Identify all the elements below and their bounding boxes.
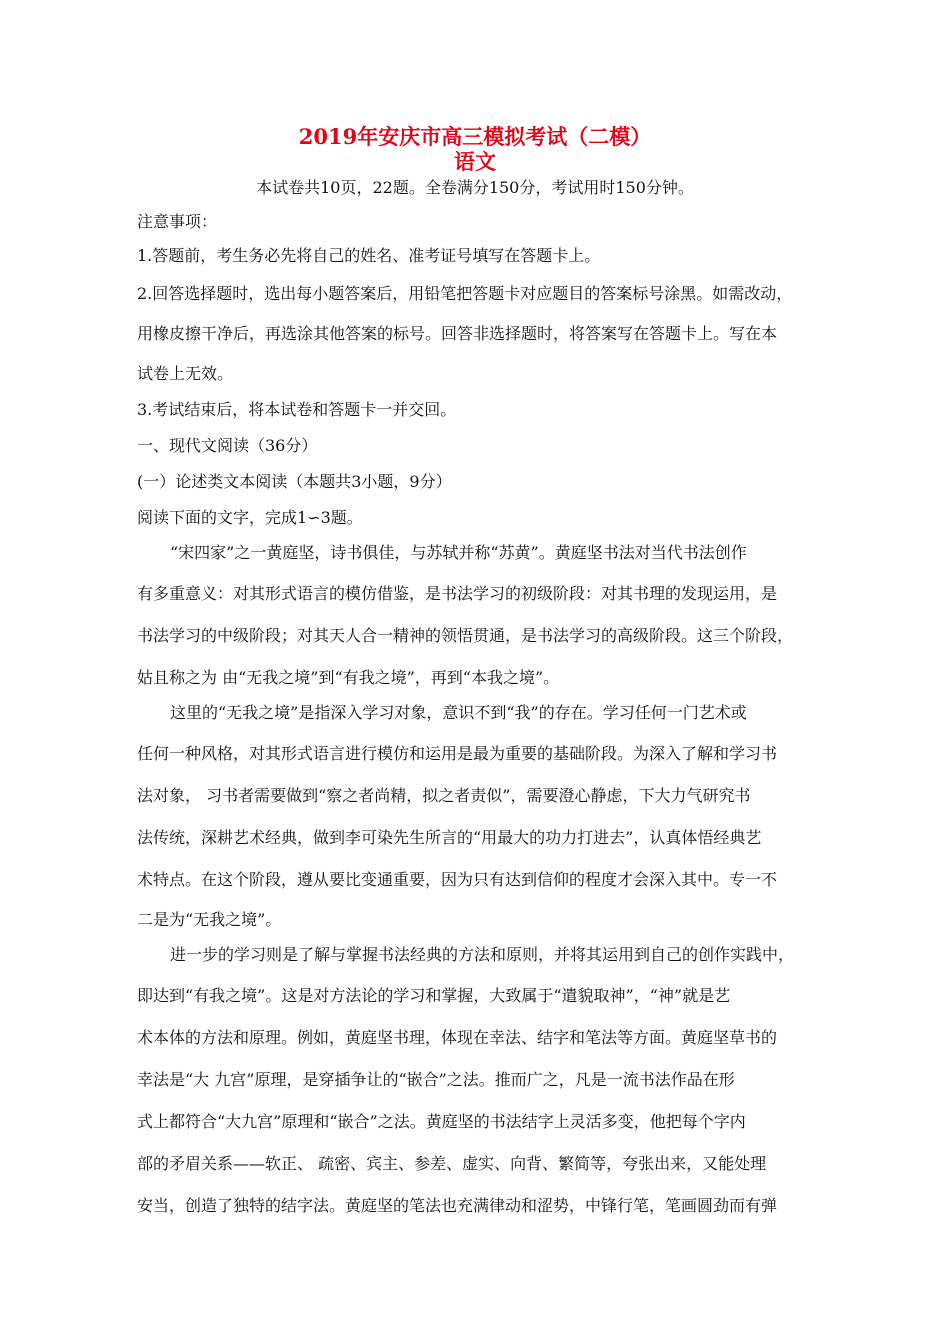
passage-line: 二是为“无我之境”。: [137, 910, 282, 929]
notes-heading: 注意事项：: [137, 212, 218, 231]
passage-line: 即达到“有我之境”。这是对方法论的学习和掌握，大致属于“遣貌取神”，“神”就是艺: [137, 986, 731, 1005]
note-line: 1.答题前，考生务必先将自己的姓名、准考证号填写在答题卡上。: [137, 246, 601, 265]
passage-line: 进一步的学习则是了解与掌握书法经典的方法和原则，并将其运用到自己的创作实践中，: [170, 945, 795, 964]
passage-line: 法传统，深耕艺术经典，做到李可染先生所言的“用最大的功力打进去”，认真体悟经典艺: [137, 828, 762, 847]
exam-title: 2019年安庆市高三模拟考试（二模）: [298, 124, 652, 149]
passage-line: 部的矛眉关系——软正、 疏密、宾主、参差、虚实、向背、繁简等，夸张出来，又能处理: [137, 1154, 767, 1173]
passage-line: 术本体的方法和原理。例如，黄庭坚书理，体现在幸法、结字和笔法等方面。黄庭坚草书的: [137, 1028, 778, 1047]
passage-line: 任何一种风格，对其形式语言进行模仿和运用是最为重要的基础阶段。为深入了解和学习书: [137, 744, 778, 763]
note-line: 3.考试结束后，将本试卷和答题卡一并交回。: [137, 400, 457, 419]
note-line: 2.回答选择题时，选出每小题答案后，用铅笔把答题卡对应题目的答案标号涂黑。如需改动，: [137, 284, 793, 303]
reading-instruction: 阅读下面的文字，完成1∽3题。: [137, 508, 363, 527]
note-line: 试卷上无效。: [137, 364, 234, 383]
note-line: 用橡皮擦干净后，再选涂其他答案的标号。回答非选择题时，将答案写在答题卡上。写在本: [137, 324, 778, 343]
passage-line: 术特点。在这个阶段，遵从要比变通重要，因为只有达到信仰的程度才会深入其中。专一不: [137, 870, 778, 889]
passage-line: “宋四家”之一黄庭坚，诗书俱佳，与苏轼并称“苏黄”。黄庭坚书法对当代书法创作: [170, 543, 747, 562]
section-heading: 一、现代文阅读（36分）: [137, 436, 318, 455]
subsection-heading: (一）论述类文本阅读（本题共3小题，9分）: [137, 472, 452, 491]
passage-line: 姑且称之为 由“无我之境”到“有我之境”，再到“本我之境”。: [137, 668, 560, 687]
passage-line: 幸法是“大 九宫”原理，是穿插争让的“嵌合”之法。推而广之，凡是一流书法作品在形: [137, 1070, 735, 1089]
passage-line: 式上都符合“大九宫”原理和“嵌合”之法。黄庭坚的书法结字上灵活多变，他把每个字内: [137, 1112, 746, 1131]
passage-line: 有多重意义：对其形式语言的模仿借鉴，是书法学习的初级阶段：对其书理的发现运用，是: [137, 584, 778, 603]
subject-title: 语文: [454, 149, 496, 174]
passage-line: 书法学习的中级阶段；对其天人合一精神的领悟贯通，是书法学习的高级阶段。这三个阶段，: [137, 626, 794, 645]
passage-line: 这里的“无我之境”是指深入学习对象，意识不到“我”的存在。学习任何一门艺术或: [170, 703, 747, 722]
passage-line: 法对象， 习书者需要做到“察之者尚精，拟之者责似”，需要澄心静虑，下大力气研究书: [137, 786, 751, 805]
passage-line: 安当，创造了独特的结字法。黄庭坚的笔法也充满律动和涩势，中锋行笔，笔画圆劲而有弹: [137, 1196, 778, 1215]
exam-info: 本试卷共10页，22题。全卷满分150分，考试用时150分钟。: [256, 178, 694, 197]
